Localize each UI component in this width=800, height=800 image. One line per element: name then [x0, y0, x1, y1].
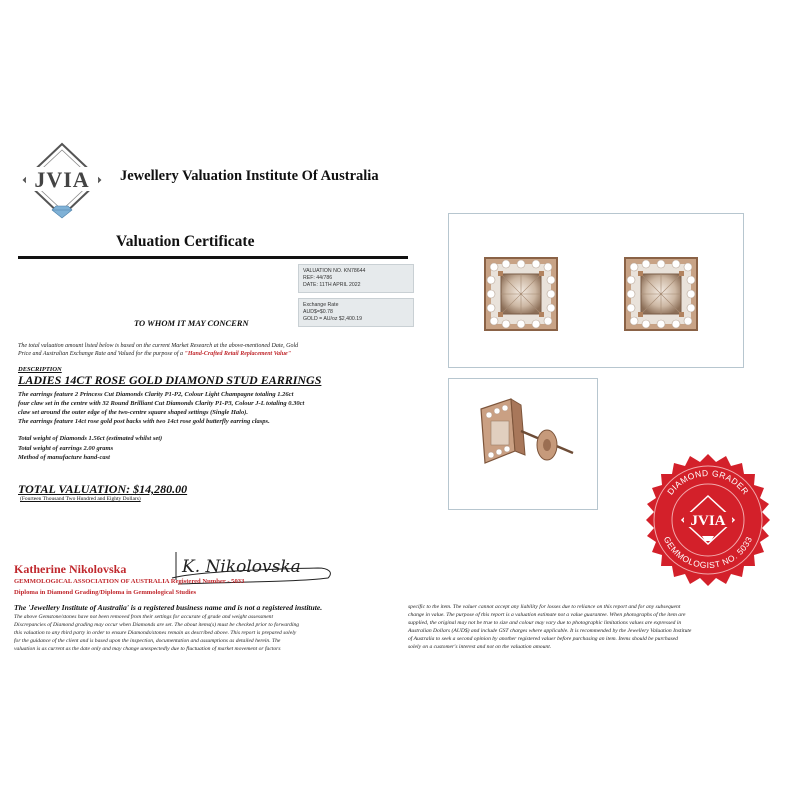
earring-side-photo	[448, 378, 598, 510]
disclaimer-line: solely on a customer's interest and not on the valuation amount.	[408, 644, 552, 650]
signatory-name: Katherine Nikolovska	[14, 562, 127, 576]
exchange-info-box	[298, 298, 414, 327]
earrings-front-photo	[448, 213, 744, 368]
title-rule	[18, 256, 408, 259]
earring-right	[625, 258, 697, 330]
disclaimer-line: Discrepancies of Diamond grading may occur when Diamonds are set. The about items(s) must be checked prior to forwarding	[14, 622, 300, 628]
exchange-rate: AUD$=$0.78	[303, 309, 333, 315]
seal-center-text: JVIA	[690, 513, 726, 529]
intro-line-1: The total valuation amount listed below is based on the current Market Research at the above-mentioned Date, Gold	[18, 343, 299, 349]
disclaimer-line: Australian Dollars (AUD$) and include GST charges where applicable. It is recommended by the Jewellery Valuation Institute	[408, 628, 692, 634]
disclaimer-line: change in value. The purpose of this report is a valuation estimate not a value guarantee. When photographs of the item are	[408, 612, 686, 618]
total-valuation: TOTAL VALUATION: $14,280.00	[18, 482, 188, 496]
logo-text: JVIA	[34, 167, 90, 192]
association-registration: GEMMOLOGICAL ASSOCIATION OF AUSTRALIA Registered Number - 5033	[14, 578, 245, 585]
valuation-ref: REF: 44/786	[303, 275, 333, 281]
earring-left	[485, 258, 557, 330]
disclaimer-line: of Australia to seek a second opinion by another registered valuer before purchasing an item. Items should be purchased	[408, 636, 678, 642]
intro-text	[18, 342, 414, 358]
item-weights	[18, 434, 162, 463]
disclaimer-line: specific to the item. The valuer cannot accept any liability for losses due to reliance on this report and for any subsequent	[408, 604, 681, 610]
disclaimer-line: supplied, the original may not be true to size and colour may vary due to photographic limitations values are expressed in	[408, 620, 682, 626]
disclaimer-right	[408, 603, 792, 651]
description-label: DESCRIPTION	[18, 366, 62, 373]
intro-line-2: Price and Australian Exchange Rate and Valued for the purpose of a	[18, 351, 184, 357]
valuation-date: DATE: 11TH APRIL 2022	[303, 282, 361, 288]
disclaimer-left	[14, 603, 400, 653]
weight-line: Total weight of earrings 2.00 grams	[18, 444, 114, 452]
valuation-purpose: "Hand-Crafted Retail Replacement Value"	[184, 351, 292, 357]
description-line: claw set around the outer edge of the two-centre square shaped settings (Single Halo).	[18, 409, 249, 416]
earring-side-view	[481, 399, 573, 463]
seal-top-text: DIAMOND GRADER	[665, 467, 751, 497]
weight-line: Method of manufacture hand-cast	[18, 454, 110, 461]
disclaimer-line: for the guidance of the client and is based upon the inspection, documentation and assumptions as detailed herein. The	[14, 638, 281, 644]
diploma-line: Diploma in Diamond Grading/Diploma in Gemmological Studies	[14, 589, 197, 596]
disclaimer-heading: The 'Jewellery Institute of Australia' is a registered business name and is not a registered institute.	[14, 603, 323, 612]
org-name: Jewellery Valuation Institute Of Australia	[120, 168, 379, 184]
valuation-number: VALUATION NO. KN78644	[303, 268, 366, 274]
valuation-info-box	[298, 264, 414, 293]
jvia-logo	[20, 140, 104, 220]
gold-rate: GOLD = AU/oz $2,400.19	[303, 316, 362, 322]
certificate-title: Valuation Certificate	[116, 233, 255, 250]
disclaimer-line: this valuation to any third party in order to ensure Diamonds/stones remain as described above. This report is prepared solely	[14, 630, 297, 636]
signature-text: K. Nikolovska	[182, 557, 301, 577]
diamond-grader-seal	[640, 452, 776, 588]
disclaimer-line: The above Gemstone/stones have not been removed from their settings for accurate of grade and weight assessment	[14, 614, 274, 620]
total-valuation-words: (Fourteen Thousand Two Hundred and Eighty Dollars)	[20, 496, 141, 502]
seal-bottom-text: GEMMOLOGIST NO. 5033	[661, 534, 755, 571]
weight-line: Total weight of Diamonds 1.56ct (estimated whilst set)	[18, 435, 163, 442]
description-line: The earrings feature 2 Princess Cut Diamonds Clarity P1-P2, Colour Light Champagne totaling 1.26ct	[18, 391, 294, 398]
item-title: LADIES 14CT ROSE GOLD DIAMOND STUD EARRINGS	[18, 373, 322, 387]
item-description	[18, 390, 418, 426]
to-whom-heading: TO WHOM IT MAY CONCERN	[134, 318, 249, 328]
exchange-label: Exchange Rate	[303, 302, 339, 308]
description-line: four claw set in the centre with 32 Round Brilliant Cut Diamonds Clarity P1-P3, Colour J-L totaling 0.30ct	[18, 400, 305, 407]
disclaimer-line: valuation is as current as the date only and may change unexpectedly due to fluctuation of market movement or factors	[14, 646, 281, 652]
description-line: The earrings feature 14ct rose gold post backs with two 14ct rose gold butterfly earring clasps.	[18, 418, 270, 425]
